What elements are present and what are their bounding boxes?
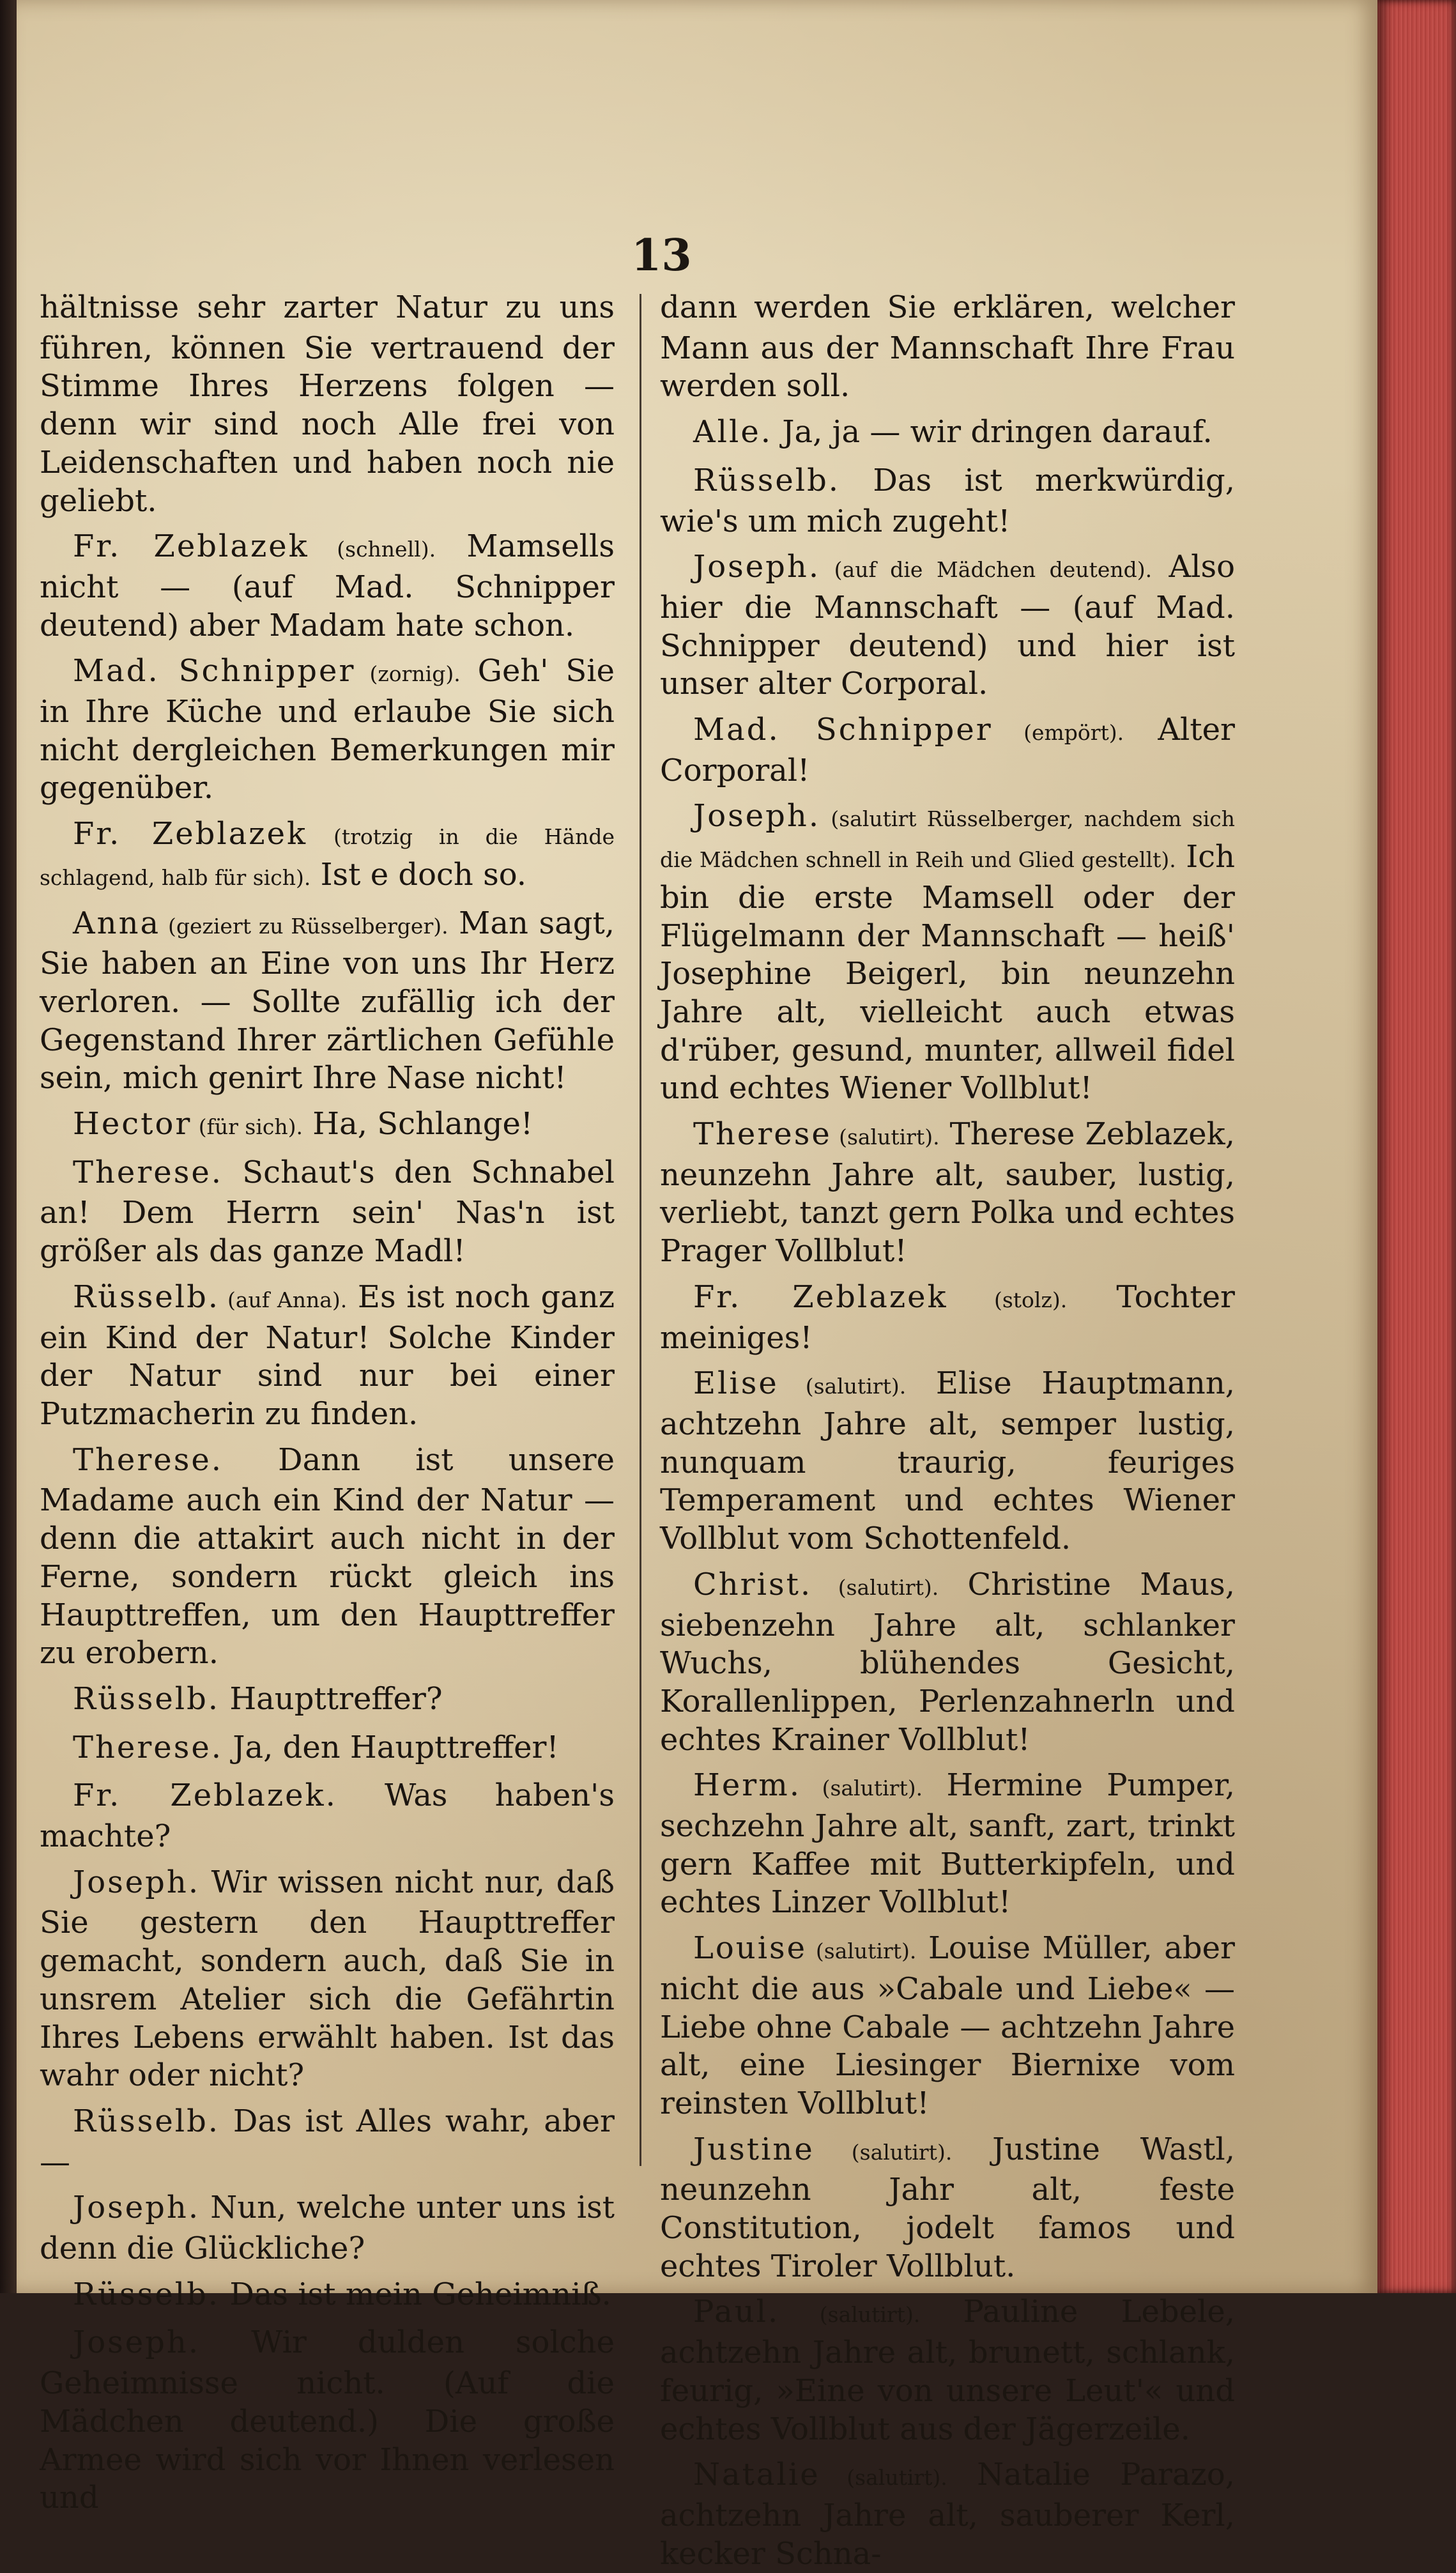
paragraph [660,2131,1235,2286]
paragraph [40,1777,615,1855]
paragraph [40,1154,615,1271]
speaker-name: Therese [693,1116,832,1153]
dialogue-text: Wir dulden solche Geheimnisse nicht. (Auf die Mädchen deutend.) Die große Armee wird sich vor Ihnen verlesen und [40,2324,615,2516]
paragraph [40,1729,615,1770]
speaker-name: Hector [73,1106,192,1142]
paragraph [40,1441,615,1673]
dialogue-text: Wir wissen nicht nur, daß Sie gestern den Haupttreffer gemacht, sondern auch, daß Sie in unsrem Atelier sich die Gefährtin Ihres Lebens erwählt haben. Ist das wahr oder nicht? [40,1864,615,2094]
stage-direction: (geziert zu Rüsselberger). [160,913,448,939]
speaker-name: Joseph. [73,1864,201,1900]
stage-direction: (auf Anna). [220,1287,348,1312]
dialogue-text: Hermine Pumper, sechzehn Jahre alt, sanft, zart, trinkt gern Kaffee mit Butterkipfeln, und echtes Linzer Vollblut! [660,1767,1236,1921]
speaker-name: Alle. [693,414,773,450]
stage-direction: (stolz). [947,1287,1068,1312]
speaker-name: Rüsselb. [73,2276,220,2312]
paragraph [40,2276,615,2317]
paragraph [40,289,615,520]
speaker-name: Rüsselb. [73,1680,220,1717]
paragraph [660,1279,1235,1357]
paragraph [660,1116,1235,1271]
dialogue-text: Man sagt, Sie haben an Eine von uns Ihr Herz verloren. — Sollte zufällig ich der Gegenstand Ihrer zärtlichen Gefühle sein, mich genirt Ihre Nase nicht! [40,905,615,1096]
stage-direction: (zornig). [355,661,461,687]
dialogue-text: Christine Maus, siebenzehn Jahre alt, schlanker Wuchs, blühendes Gesicht, Korallenlippen, Perlenzahnerln und echtes Krainer Vollblut! [660,1566,1236,1758]
page-edge-red [1377,0,1456,2293]
speaker-name: Elise [693,1365,779,1402]
dialogue-text: Also hier die Mannschaft — (auf Mad. Schnipper deutend) und hier ist unser alter Corporal. [660,549,1235,702]
dialogue-text: Alter Corporal! [660,712,1235,788]
dialogue-text: Dann ist unsere Madame auch ein Kind der Natur — denn die attakirt auch nicht in der Ferne, sondern rückt gleich ins Haupttreffen, um den Haupttreffer zu erobern. [40,1441,615,1671]
dialogue-text: Tochter meiniges! [660,1279,1235,1356]
dialogue-text: Pauline Lebele, achtzehn Jahre alt, brunett, schlank, feurig, »Eine von unsere Leut'« und echtes Vollblut aus der Jägerzeile. [660,2294,1236,2447]
speaker-name: Herm. [693,1767,801,1804]
paragraph [660,2456,1235,2573]
paragraph [40,2189,615,2268]
dialogue-text: Justine Wastl, neunzehn Jahr alt, feste Constitution, jodelt famos und echtes Tiroler Vollblut. [660,2131,1236,2284]
dialogue-text: Es ist noch ganz ein Kind der Natur! Solche Kinder der Natur sind nur bei einer Putzmacherin zu finden. [40,1279,615,1432]
speaker-name: Louise [693,1930,808,1967]
dialogue-text: hältnisse sehr zarter Natur zu uns führen, können Sie vertrauend der Stimme Ihres Herzens folgen — denn wir sind noch Alle frei von Leidenschaften und haben noch nie geliebt. [40,289,615,519]
speaker-name: Joseph. [693,549,821,585]
speaker-name: Christ. [693,1566,813,1602]
dialogue-text: Das ist Alles wahr, aber — [40,2103,615,2180]
paragraph [660,1566,1235,1760]
stage-direction: (salutirt). [807,1939,917,1964]
speaker-name: Fr. Zeblazek [73,528,309,565]
speaker-name: Therese. [73,1154,223,1190]
dialogue-text: Louise Müller, aber nicht die aus »Cabale und Liebe« — Liebe ohne Cabale — achtzehn Jahre alt, eine Liesinger Biernixe vom reinsten Vollblut! [660,1930,1236,2121]
speaker-name: Anna [73,905,161,941]
paragraph [40,1680,615,1721]
stage-direction: (salutirt). [831,1125,940,1150]
stage-direction: (trotzig in die Hände schlagend, halb für sich). [40,824,615,890]
dialogue-text: Ja, den Haupttreffer! [222,1729,559,1765]
stage-direction: (schnell). [309,537,436,562]
speaker-name: Rüsselb. [73,1279,220,1315]
dialogue-text: dann werden Sie erklären, welcher Mann aus der Mannschaft Ihre Frau werden soll. [660,289,1235,404]
speaker-name: Mad. Schnipper [693,712,993,748]
paragraph [40,652,615,808]
column-divider [640,294,641,2166]
stage-direction: (salutirt). [778,1374,907,1399]
right-column [660,289,1235,2573]
stage-direction: (salutirt). [820,2465,947,2491]
speaker-name: Mad. Schnipper [73,653,356,689]
dialogue-text: Ha, Schlange! [302,1106,533,1142]
stage-direction: (empört). [992,720,1124,746]
speaker-name: Therese. [73,1729,223,1765]
paragraph [40,1279,615,1434]
speaker-name: Justine [693,2131,815,2167]
paragraph [40,2103,615,2181]
dialogue-text: Mamsells nicht — (auf Mad. Schnipper deutend) aber Madam hate schon. [40,528,615,643]
dialogue-text: Geh' Sie in Ihre Küche und erlaube Sie sich nicht dergleichen Bemerkungen mir gegenüber. [40,653,615,806]
paragraph [660,462,1235,541]
speaker-name: Rüsselb. [693,462,841,498]
paragraph [660,1365,1235,1558]
dialogue-text: Ja, ja — wir dringen darauf. [772,414,1213,450]
paragraph [660,289,1235,406]
paragraph [40,1864,615,2095]
paragraph [660,1930,1235,2123]
stage-direction: (salutirt). [814,2139,953,2165]
speaker-name: Joseph. [693,798,821,834]
speaker-name: Paul. [693,2294,780,2330]
speaker-name: Joseph. [73,2190,201,2226]
dialogue-text: Das ist merkwürdig, wie's um mich zugeht! [660,462,1235,539]
speaker-name: Therese. [73,1441,223,1478]
speaker-name: Fr. Zeblazek [693,1279,948,1315]
stage-direction: (salutirt). [801,1776,923,1801]
stage-direction: (salutirt). [779,2302,921,2328]
left-column [40,289,615,2517]
dialogue-text: Das ist mein Geheimniß. [220,2276,611,2312]
paragraph [660,413,1235,454]
paragraph [660,711,1235,790]
dialogue-text: Natalie Parazo, achtzehn Jahre alt, sauberer Kerl, kecker Schna- [660,2457,1236,2572]
speaker-name: Natalie [693,2457,820,2493]
speaker-name: Fr. Zeblazek. [73,1778,337,1814]
dialogue-text: Ich bin die erste Mamsell oder der Flügelmann der Mannschaft — heiß' Josephine Beigerl, bin neunzehn Jahre alt, vielleicht auch etwas d'rüber, gesund, munter, allweil fidel und echtes Wiener Vollblut! [660,839,1235,1107]
speaker-name: Rüsselb. [73,2103,220,2139]
paragraph [40,528,615,645]
dialogue-text: Elise Hauptmann, achtzehn Jahre alt, semper lustig, nunquam traurig, feuriges Temperament und echtes Wiener Vollblut vom Schottenfeld. [660,1365,1236,1557]
paragraph [660,797,1235,1108]
dialogue-text: Therese Zeblazek, neunzehn Jahre alt, sauber, lustig, verliebt, tanzt gern Polka und echtes Prager Vollblut! [660,1116,1235,1270]
stage-direction: (salutirt). [812,1574,939,1600]
paragraph [40,2324,615,2517]
dialogue-text: Schaut's den Schnabel an! Dem Herrn sein' Nas'n ist größer als das ganze Madl! [40,1154,615,1270]
stage-direction: (für sich). [192,1114,303,1140]
paragraph [660,1767,1235,1922]
stage-direction: (salutirt Rüsselberger, nachdem sich die Mädchen schnell in Reih und Glied gestellt). [660,806,1235,873]
page-number: 13 [631,230,692,281]
speaker-name: Joseph. [73,2324,201,2361]
paragraph [40,1105,615,1146]
dialogue-text: Nun, welche unter uns ist denn die Glückliche? [40,2190,615,2267]
speaker-name: Fr. Zeblazek [73,816,308,852]
paragraph [660,2293,1235,2448]
book-cover-left [0,0,17,2293]
paragraph [660,548,1235,703]
dialogue-text: Haupttreffer? [220,1680,443,1717]
dialogue-text: Ist e doch so. [310,856,527,893]
stage-direction: (auf die Mädchen deutend). [820,557,1153,583]
dialogue-text: Was haben's machte? [40,1778,615,1855]
paragraph [40,905,615,1098]
paragraph [40,815,615,896]
